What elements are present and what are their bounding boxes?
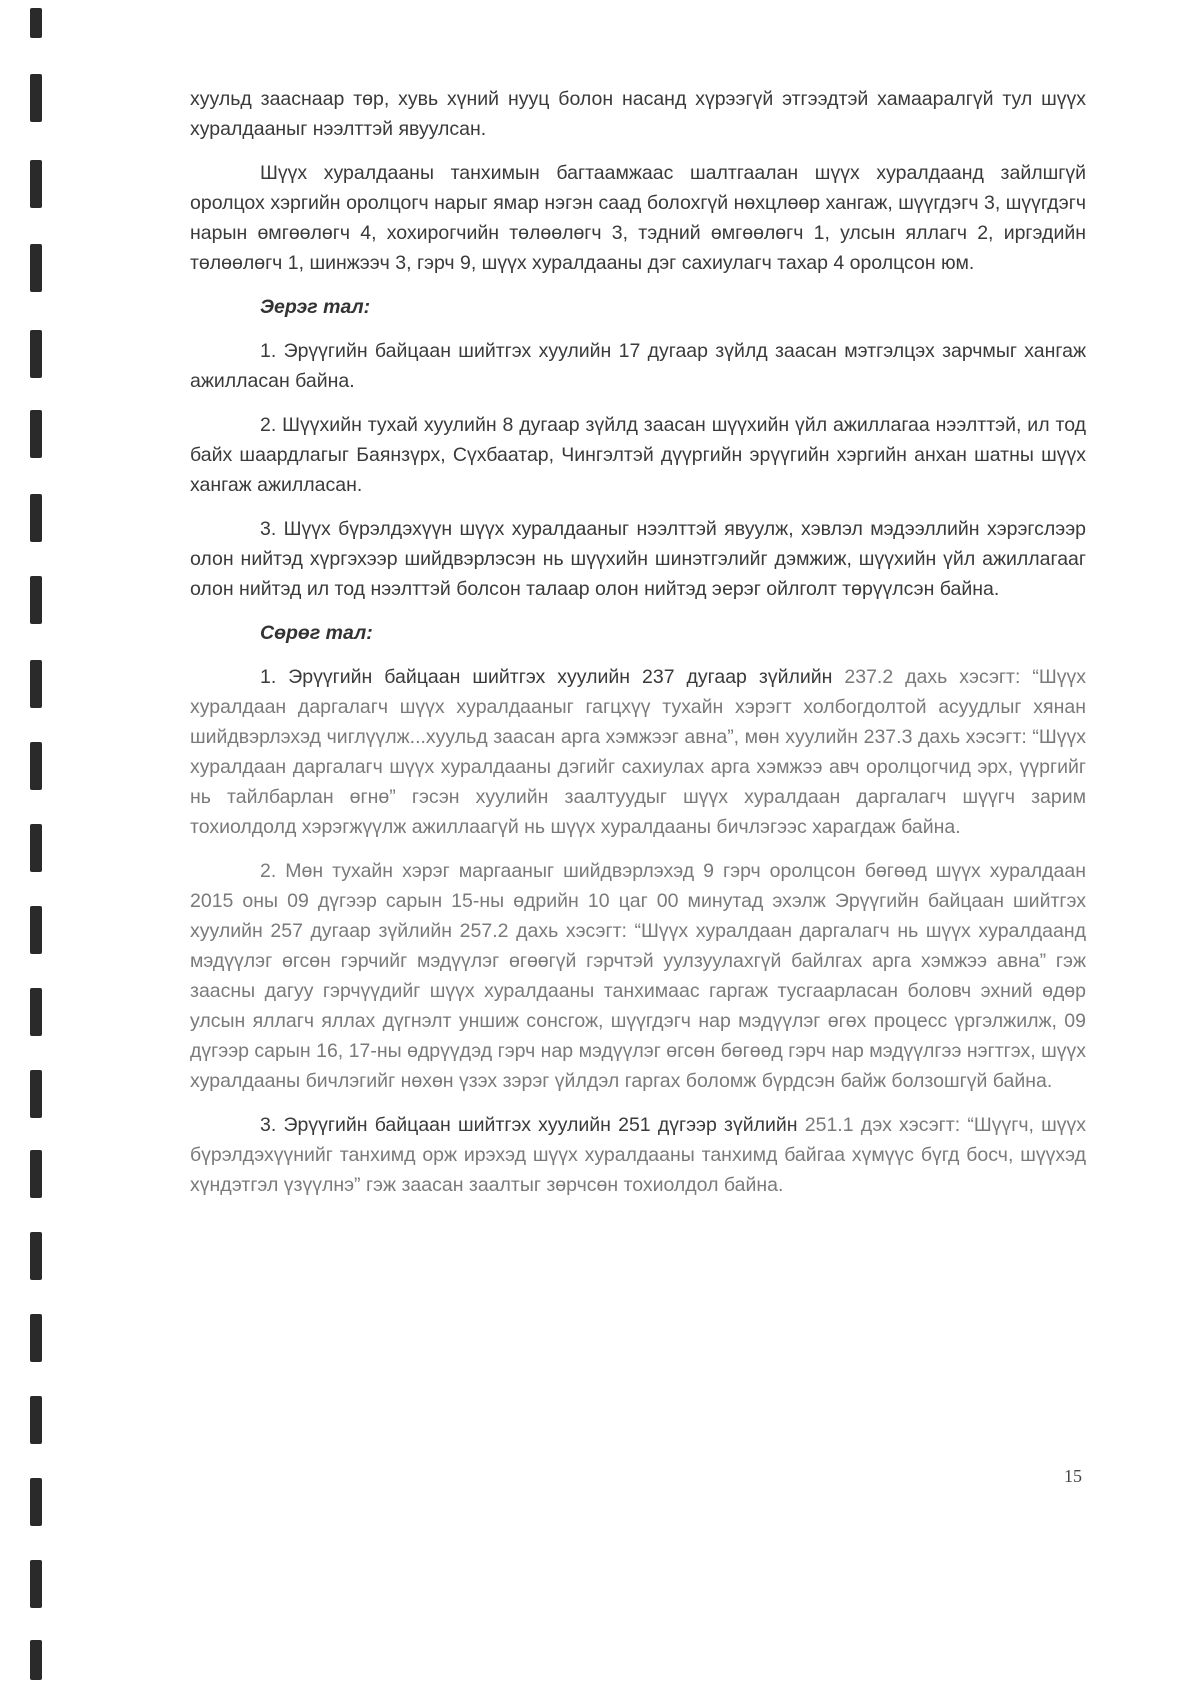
- binding-hole: [30, 988, 42, 1036]
- positive-item: 3. Шүүх бүрэлдэхүүн шүүх хуралдааныг нээлттэй явуулж, хэвлэл мэдээллийн хэрэгслээр олон нийтэд хүргэхээр шийдвэрлэсэн нь шүүхийн шинэтгэлийг дэмжиж, шүүхийн үйл ажиллагааг олон нийтэд ил тод нээлттэй болсон талаар олон нийтэд эерэг ойлголт төрүүлсэн байна.: [190, 518, 1086, 600]
- binding-hole: [30, 1560, 42, 1608]
- binding-hole: [30, 906, 42, 954]
- negative-heading: Сөрөг тал:: [260, 622, 373, 644]
- binding-hole: [30, 1150, 42, 1198]
- positive-heading: Эерэг тал:: [260, 296, 371, 318]
- binding-hole: [30, 160, 42, 208]
- negative-item-main: 1. Эрүүгийн байцаан шийтгэх хуулийн 237 дугаар зүйлийн: [260, 666, 845, 688]
- binding-hole: [30, 1396, 42, 1444]
- negative-item-faded: 251.1 дэх хэсэгт: “Шүүгч, шүүх бүрэлдэхүүнийг танхимд орж ирэхэд шүүх хуралдааны танхимд байгаа хүмүүс бүгд босч, шүүхэд хүндэтгэл үзүүлнэ” гэж заасан заалтыг зөрчсөн тохиолдол байна.: [190, 1114, 1086, 1196]
- binding-hole: [30, 74, 42, 122]
- binding-hole: [30, 330, 42, 378]
- paragraph-continuation: хуульд зааснаар төр, хувь хүний нууц болон насанд хүрээгүй этгээдтэй хамааралгүй тул шүүх хуралдааныг нээлттэй явуулсан.: [190, 88, 1086, 140]
- binding-hole: [30, 1232, 42, 1280]
- binding-hole: [30, 1640, 42, 1680]
- binding-hole: [30, 8, 42, 38]
- binding-hole: [30, 742, 42, 790]
- binding-hole: [30, 1314, 42, 1362]
- binding-hole: [30, 824, 42, 872]
- negative-item-main: 3. Эрүүгийн байцаан шийтгэх хуулийн 251 дүгээр зүйлийн: [260, 1114, 805, 1136]
- page-number: 15: [1064, 1466, 1082, 1486]
- negative-item-main: 2. Мөн тухайн хэрэг маргааныг шийдвэрлэхэд 9 гэрч оролцсон бөгөөд шүүх хуралдаан 2015 оны 09 дүгээр сарын 15-ны өдрийн 10 цаг 00 минутад эхэлж Эрүүгийн байцаан шийтгэх хуулийн 257 дугаар зүйлийн 257.2 дахь хэсэгт: “Шүүх хуралдаан даргалагч нь шүүх хуралдаанд мэдүүлэг өгсөн гэрчийг мэдүүлэг өгөөгүй гэрчтэй уулзуулахгүй байлгах арга хэмжээ авна” гэж заасны дагуу гэрчүүдийг шүүх хуралдааны танхимаас гаргаж тусгаарласан боловч эхний өдөр улсын яллагч яллах дүгнэлт уншиж сонсгож, шүүгдэгч нар мэдүүлэг өгөх процесс үргэлжилж, 09 дүгээр сарын 16, 17-ны өдрүүдэд гэрч нар мэдүүлэг өгсөн бөгөөд гэрч нар мэдүүлгээ нэгтгэх, шүүх хуралдааны бичлэгийг нөхөн үзэх зэрэг үйлдэл гаргах боломж бүрдсэн байж болзошгүй байна.: [190, 860, 1086, 1092]
- binding-hole: [30, 1478, 42, 1526]
- binding-hole: [30, 1070, 42, 1118]
- positive-item: 2. Шүүхийн тухай хуулийн 8 дугаар зүйлд заасан шүүхийн үйл ажиллагаа нээлттэй, ил тод байх шаардлагыг Баянзүрх, Сүхбаатар, Чингэлтэй дүүргийн эрүүгийн хэргийн анхан шатны шүүх хангаж ажилласан.: [190, 414, 1086, 496]
- paragraph-participants: Шүүх хуралдааны танхимын багтаамжаас шалтгаалан шүүх хуралдаанд зайлшгүй оролцох хэргийн оролцогч нарыг ямар нэгэн саад болохгүй нөхцлөөр хангаж, шүүгдэгч 3, шүүгдэгч нарын өмгөөлөгч 4, хохирогчийн төлөөлөгч 3, тэдний өмгөөлөгч 1, улсын яллагч 2, иргэдийн төлөөлөгч 1, шинжээч 3, гэрч 9, шүүх хуралдааны дэг сахиулагч тахар 4 оролцсон юм.: [190, 162, 1086, 274]
- document-body: [190, 84, 1086, 1214]
- binding-hole: [30, 410, 42, 458]
- binding-hole: [30, 494, 42, 542]
- binding-holes: [30, 0, 44, 1696]
- negative-item: [190, 1110, 1086, 1200]
- negative-item-faded: 237.2 дахь хэсэгт: “Шүүх хуралдаан даргалагч шүүх хуралдааныг гагцхүү тухайн хэрэгт холбогдолтой асуудлыг хянан шийдвэрлэхэд чиглүүлж...хуульд заасан арга хэмжээг авна”, мөн хуулийн 237.3 дахь хэсэгт: “Шүүх хуралдаан даргалагч шүүх хуралдааны дэгийг сахиулах арга хэмжээ авч оролцогчид эрх, үүргийг нь тайлбарлан өгнө” гэсэн хуулийн заалтуудыг шүүх хуралдаан даргалагч шүүгч зарим тохиолдолд хэрэгжүүлж ажиллаагүй нь шүүх хуралдааны бичлэгээс харагдаж байна.: [190, 666, 1086, 838]
- binding-hole: [30, 244, 42, 292]
- positive-item: 1. Эрүүгийн байцаан шийтгэх хуулийн 17 дугаар зүйлд заасан мэтгэлцэх зарчмыг хангаж ажилласан байна.: [190, 340, 1086, 392]
- binding-hole: [30, 660, 42, 708]
- negative-item: [190, 662, 1086, 842]
- negative-item: [190, 856, 1086, 1096]
- binding-hole: [30, 576, 42, 624]
